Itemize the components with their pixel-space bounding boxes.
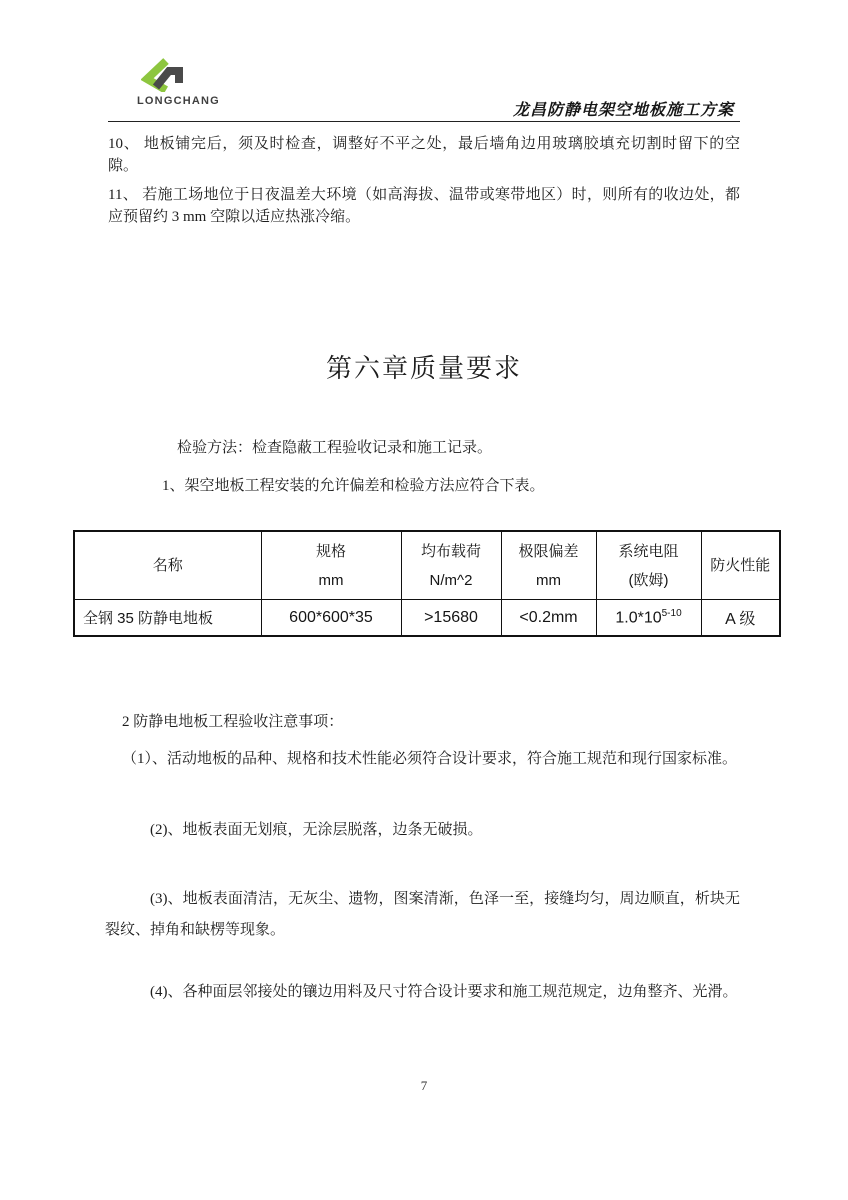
column-header-load: 均布载荷 N/m^2 bbox=[401, 531, 501, 600]
column-header-deviation: 极限偏差 mm bbox=[501, 531, 596, 600]
cell-spec: 600*600*35 bbox=[261, 600, 401, 637]
cell-product-name: 全钢 35 防静电地板 bbox=[74, 600, 261, 637]
spec-table-data-row bbox=[74, 600, 780, 637]
intro-item-11: 11、 若施工场地位于日夜温差大环境（如高海拔、温带或寒带地区）时，则所有的收边处，都应预留约 3 mm 空隙以适应热涨冷缩。 bbox=[108, 187, 740, 225]
cell-fire-rating: A 级 bbox=[701, 600, 780, 637]
intro-item-10: 10、 地板铺完后，须及时检查，调整好不平之处，最后墙角边用玻璃胶填充切割时留下的空隙。 bbox=[108, 136, 740, 174]
cell-deviation: <0.2mm bbox=[501, 600, 596, 637]
logo-text: LONGCHANG bbox=[137, 95, 220, 107]
inspection-method-line: 检验方法：检查隐蔽工程验收记录和施工记录。 bbox=[177, 440, 493, 456]
note-4: (4)、各种面层邻接处的镶边用料及尺寸符合设计要求和施工规范规定，边角整齐、光滑。 bbox=[150, 984, 738, 1000]
item-1-line: 1、架空地板工程安装的允许偏差和检验方法应符合下表。 bbox=[162, 478, 545, 494]
column-header-name: 名称 bbox=[74, 531, 261, 600]
note-3: (3)、地板表面清洁，无灰尘、遗物，图案清渐，色泽一至，接缝均匀，周边顺直，析块无裂纹、掉角和缺楞等现象。 bbox=[105, 891, 740, 938]
cell-resistance: 1.0*10$^{5-10}$ bbox=[596, 600, 701, 637]
longchang-logo-icon bbox=[141, 58, 183, 92]
spec-table-header-row bbox=[74, 531, 780, 600]
page-content bbox=[83, 131, 771, 1008]
company-logo bbox=[137, 58, 227, 107]
note-1: （1）、活动地板的品种、规格和技术性能必须符合设计要求，符合施工规范和现行国家标准。 bbox=[122, 751, 738, 767]
logo-gray-bracket bbox=[156, 71, 179, 87]
column-header-spec: 规格 mm bbox=[261, 531, 401, 600]
header-divider bbox=[108, 121, 740, 122]
cell-load: >15680 bbox=[401, 600, 501, 637]
column-header-fire: 防火性能 bbox=[701, 531, 780, 600]
note-2: (2)、地板表面无划痕，无涂层脱落，边条无破损。 bbox=[150, 822, 483, 838]
page-number: 7 bbox=[420, 1078, 428, 1093]
section-2-heading: 2 防静电地板工程验收注意事项： bbox=[122, 714, 344, 730]
chapter-title: 第六章质量要求 bbox=[325, 354, 522, 383]
document-header-title: 龙昌防静电架空地板施工方案 bbox=[512, 102, 734, 119]
column-header-resistance: 系统电阻 (欧姆) bbox=[596, 531, 701, 600]
spec-table bbox=[73, 530, 781, 637]
